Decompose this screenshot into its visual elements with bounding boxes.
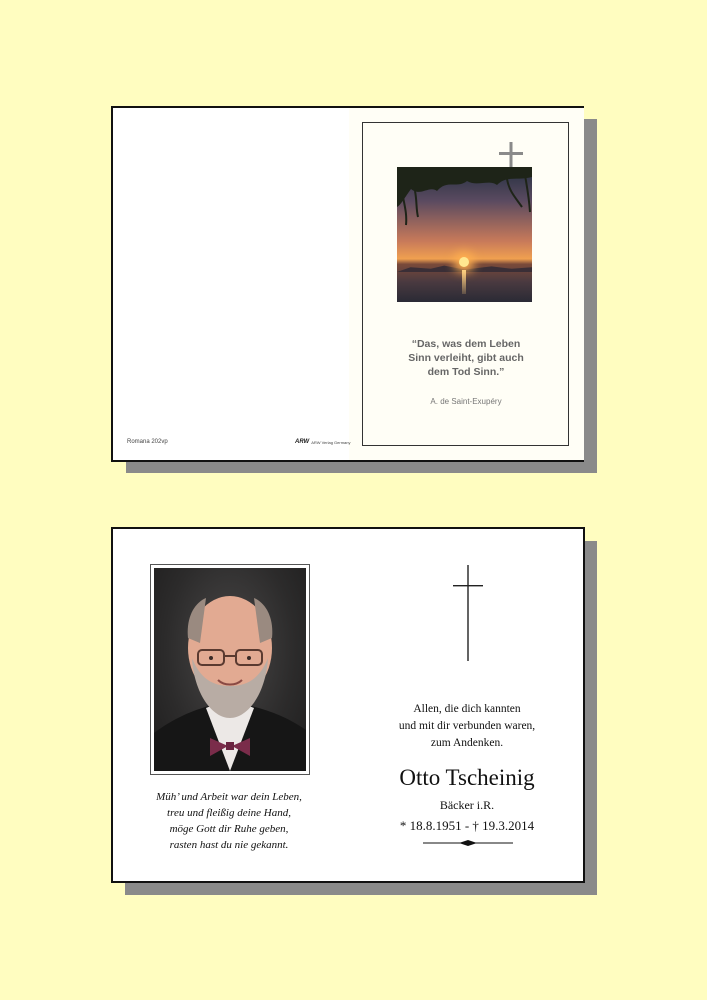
publisher-logo: ARW <box>295 439 310 445</box>
cross-icon <box>453 565 483 661</box>
poem-line: Müh’ und Arbeit war dein Leben, <box>156 791 302 803</box>
ornament-divider <box>423 839 513 847</box>
sun-reflection <box>462 270 466 294</box>
quote-author: A. de Saint-Exupéry <box>430 397 502 406</box>
poem-line: rasten hast du nie gekannt. <box>169 839 289 851</box>
memorial-poem <box>133 789 325 853</box>
sun <box>459 257 469 267</box>
publisher-text: ARW Verlag Germany <box>311 439 351 445</box>
quote-line: dem Tod Sinn.” <box>427 366 505 378</box>
poem-line: möge Gott dir Ruhe geben, <box>169 823 289 835</box>
publisher-imprint <box>295 439 351 445</box>
bottom-card <box>111 527 585 883</box>
portrait-drawing <box>154 568 306 771</box>
portrait-frame <box>150 564 310 775</box>
poem-line: treu und fleißig deine Hand, <box>167 807 291 819</box>
quote-line: Sinn verleiht, gibt auch <box>408 352 524 364</box>
condolence-text <box>367 701 567 752</box>
deceased-profession: Bäcker i.R. <box>439 798 495 812</box>
life-dates: * 18.8.1951 - † 19.3.2014 <box>399 818 535 833</box>
condolence-line: Allen, die dich kannten <box>413 703 521 715</box>
condolence-line: und mit dir verbunden waren, <box>398 720 536 732</box>
quote-line: “Das, was dem Leben <box>411 338 521 350</box>
model-label: Romana 202vp <box>127 439 168 445</box>
quote-text <box>371 337 561 379</box>
sunset-image <box>397 167 532 302</box>
top-card <box>111 106 584 462</box>
condolence-line: zum Andenken. <box>430 737 504 749</box>
tree-branches <box>397 167 532 227</box>
portrait-photo <box>154 568 306 771</box>
deceased-name: Otto Tscheinig <box>399 765 535 790</box>
